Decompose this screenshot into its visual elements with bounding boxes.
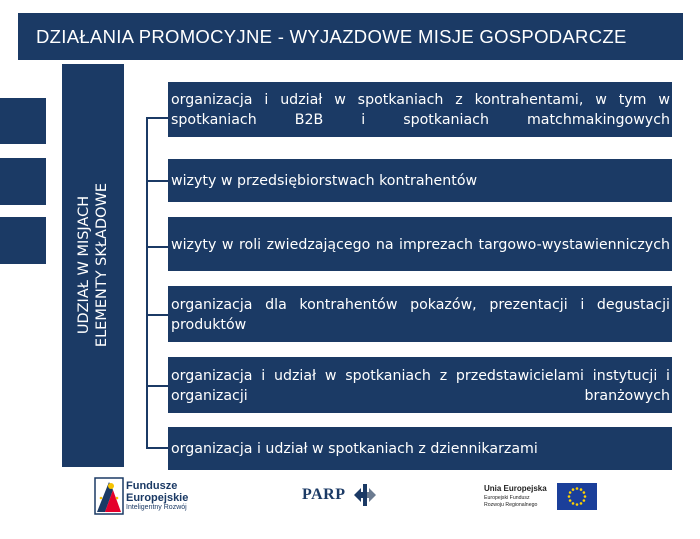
- list-item-text: organizacja dla kontrahentów pokazów, prezentacji i degustacji produktów: [171, 296, 670, 333]
- decorative-block-3: [0, 217, 46, 264]
- connector-branch-5: [146, 385, 168, 387]
- list-item-text: organizacja i udział w spotkaniach z przedstawicielami instytucji i organizacji branżowych: [171, 367, 670, 404]
- list-item: [168, 82, 672, 137]
- connector-line: [146, 118, 148, 448]
- side-label-line1: UDZIAŁ W MISJACH: [76, 195, 92, 335]
- list-item: [168, 357, 672, 413]
- fe-logo-line1: Fundusze: [126, 480, 178, 492]
- decorative-block-2: [0, 158, 46, 205]
- list-item: [168, 217, 672, 271]
- list-item: [168, 159, 672, 202]
- ue-logo-title: Unia Europejska: [484, 484, 547, 493]
- list-item-text: organizacja i udział w spotkaniach z kontrahentami, w tym w spotkaniach B2B i spotkaniach matchmakingowych: [171, 92, 670, 128]
- parp-logo-icon: [352, 482, 378, 508]
- side-label: [75, 55, 111, 475]
- parp-logo-text: PARP: [302, 486, 346, 503]
- ue-logo-line1: Europejski Fundusz: [484, 495, 530, 501]
- list-item-text: organizacja i udział w spotkaniach z dziennikarzami: [171, 441, 538, 457]
- page-title: DZIAŁANIA PROMOCYJNE - WYJAZDOWE MISJE GOSPODARCZE: [18, 13, 683, 60]
- eu-flag-icon: [557, 483, 597, 510]
- connector-branch-3: [146, 246, 168, 248]
- fe-logo-line2: Europejskie: [126, 492, 189, 504]
- connector-branch-2: [146, 180, 168, 182]
- decorative-block-1: [0, 98, 46, 144]
- list-item-text: wizyty w przedsiębiorstwach kontrahentów: [171, 173, 478, 189]
- side-label-line2: ELEMENTY SKŁADOWE: [94, 182, 110, 348]
- connector-branch-6: [146, 447, 168, 449]
- fe-logo-text: [126, 480, 188, 504]
- connector-branch-4: [146, 314, 168, 316]
- list-item: [168, 427, 672, 470]
- fe-logo-subtitle: Inteligentny Rozwój: [126, 504, 187, 511]
- list-item: [168, 286, 672, 342]
- list-item-text: wizyty w roli zwiedzającego na imprezach targowo-wystawienniczych: [171, 236, 670, 253]
- connector-branch-1: [146, 117, 168, 119]
- ue-logo-line2: Rozwoju Regionalnego: [484, 501, 538, 508]
- fe-logo-icon: [93, 476, 125, 516]
- ue-logo-subtitle: [484, 495, 537, 508]
